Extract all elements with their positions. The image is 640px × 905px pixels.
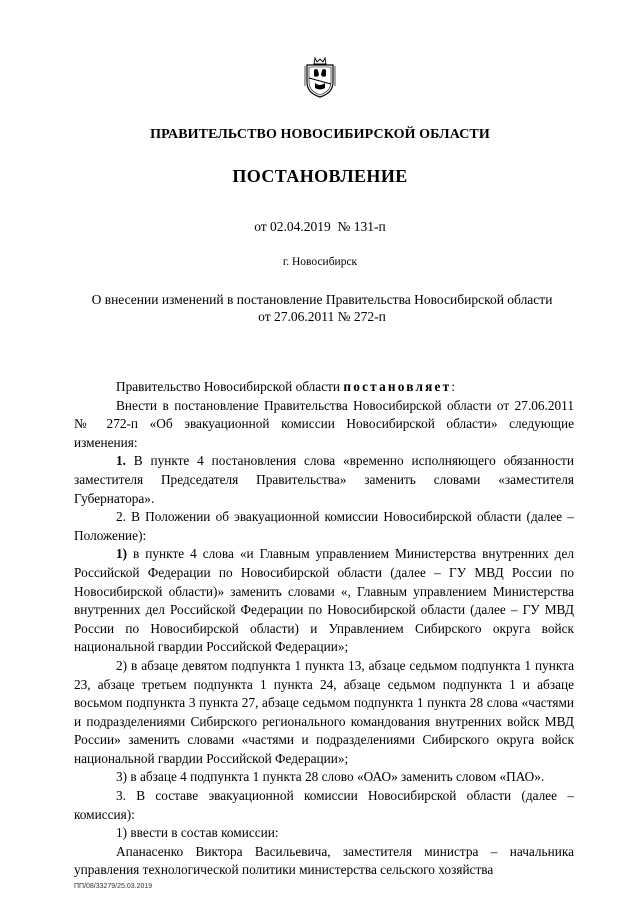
paragraph-item-3: 3. В составе эвакуационной комиссии Новосибирской области (далее – комиссия): <box>74 788 574 822</box>
document-type-title: ПОСТАНОВЛЕНИЕ <box>232 166 408 186</box>
paragraph-member: Апанасенко Виктора Васильевича, заместителя министра – начальника управления технологической политики министерства сельского хозяйства <box>74 843 574 878</box>
intro-suffix: : <box>451 379 456 394</box>
item-number: 1. <box>116 453 126 469</box>
paragraph-subitem-3: 3) в абзаце 4 подпункта 1 пункта 28 слово «ОАО» заменить словом «ПАО». <box>116 769 545 785</box>
footer-code: ПП/08/33279/25.03.2019 <box>74 883 153 890</box>
coat-of-arms-icon <box>304 56 336 98</box>
item-text: В пункте 4 постановления слова «временно исполняющего обязанности заместителя Председателя Правительства» заменить словами «заместителя Губернатора». <box>74 453 574 506</box>
paragraph: Внести в постановление Правительства Новосибирской области от 27.06.2011 № 272-п «Об эвакуационной комиссии Новосибирской области» следующие изменения: <box>74 397 574 450</box>
intro-prefix: Правительство Новосибирской области <box>116 379 344 394</box>
date-and-number: от 02.04.2019 № 131-п <box>254 219 386 234</box>
city-name: г. Новосибирск <box>282 256 358 268</box>
subject-line-2: от 27.06.2011 № 272-п <box>258 309 386 324</box>
subitem-number: 1) <box>116 546 128 562</box>
document-body <box>74 378 574 880</box>
document-subject <box>60 291 584 325</box>
organization-title: ПРАВИТЕЛЬСТВО НОВОСИБИРСКОЙ ОБЛАСТИ <box>150 127 490 142</box>
paragraph-subitem-2: 2) в абзаце девятом подпункта 1 пункта 13, абзаце седьмом подпункта 1 пункта 23, абзаце третьем подпункта 1 пункта 24, абзаце седьмом подпункта 1 и абзаце восьмом подпункта 3 пункта 27, абзаце седьмом подпункта 1 пункта 28 слова «частями и подразделениями Сибирского регионального командования внутренних войск МВД России» заменить словами «частями и подразделениями Сибирского округа войск национальной гвардии Российской Федерации»; <box>74 657 574 766</box>
paragraph-item-1 <box>74 452 574 508</box>
paragraph-subitem-1 <box>74 545 574 657</box>
subitem-text: в пункте 4 слова «и Главным управлением Министерства внутренних дел Российской Федерации по Новосибирской области (далее – ГУ МВД России по Новосибирской области)» заменить словами «, Главным управлением Министерства внутренних дел Российской Федерации по Новосибирской области (далее – ГУ МВД России по Новосибирской области) и Управлением Сибирского округа войск национальной гвардии Российской Федерации»; <box>74 546 574 655</box>
paragraph-item-2: 2. В Положении об эвакуационной комиссии Новосибирской области (далее – Положение): <box>74 509 574 543</box>
paragraph-subitem-1b: 1) ввести в состав комиссии: <box>116 825 279 841</box>
subject-line-1: О внесении изменений в постановление Правительства Новосибирской области <box>91 292 553 307</box>
decree-keyword: постановляет <box>343 379 452 394</box>
intro-paragraph <box>74 378 574 397</box>
